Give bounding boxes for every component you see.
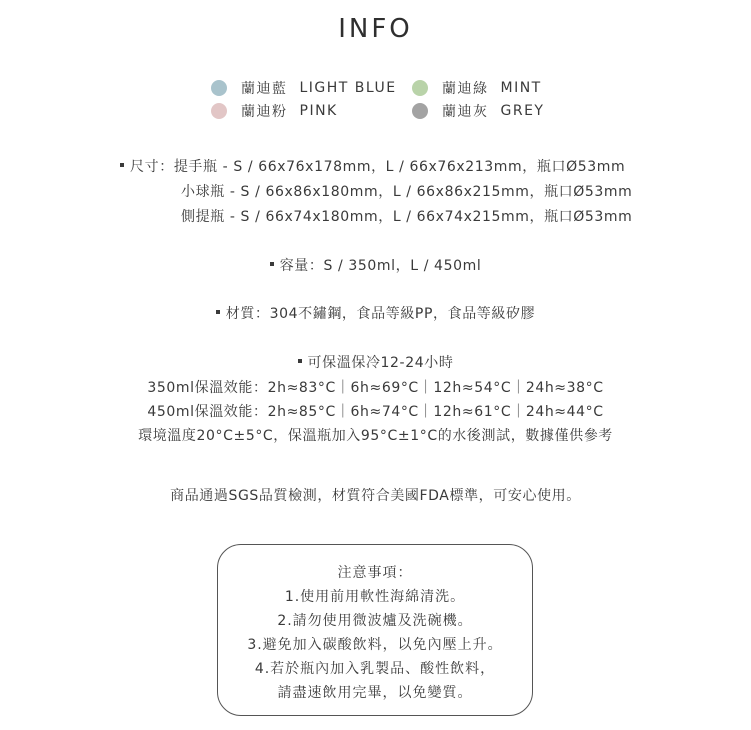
color-name-zh: 蘭迪灰 (442, 104, 489, 120)
color-option-grey (412, 101, 544, 121)
color-name-zh: 蘭迪藍 (241, 81, 288, 97)
color-option-pink (211, 101, 338, 121)
notice-item: 4.若於瓶內加入乳製品、酸性飲料， (254, 661, 496, 677)
color-options (0, 78, 751, 124)
color-name-zh: 蘭迪綠 (442, 81, 489, 97)
size-value: 提手瓶 - S / 66x76x178mm，L / 66x76x213mm，瓶口Ø53mm (173, 159, 626, 175)
notice-item: 1.使用前用軟性海綿清洗。 (284, 589, 466, 605)
notice-item: 請盡速飲用完畢，以免變質。 (277, 685, 473, 701)
color-option-mint (412, 78, 542, 98)
size-row (181, 181, 632, 201)
page-title: INFO (338, 14, 413, 44)
color-name-en: LIGHT BLUE (299, 80, 397, 96)
bullet-icon (270, 262, 274, 266)
color-name-zh: 蘭迪粉 (241, 104, 288, 120)
size-value: 小球瓶 - S / 66x86x180mm，L / 66x86x215mm，瓶口Ø53mm (181, 184, 633, 200)
insulation-450-line: 450ml保溫效能：2h≈85°C｜6h≈74°C｜12h≈61°C｜24h≈44°C (147, 404, 604, 420)
swatch-mint-icon (412, 80, 428, 96)
capacity-line (0, 255, 751, 275)
material-text: 材質：304不鏽鋼，食品等級PP，食品等級矽膠 (225, 306, 536, 322)
notice-item: 2.請勿使用微波爐及洗碗機。 (277, 613, 473, 629)
insulation-headline-text: 可保溫保冷12-24小時 (307, 355, 454, 371)
notice-item: 3.避免加入碳酸飲料，以免內壓上升。 (247, 637, 503, 653)
bullet-icon (298, 359, 302, 363)
size-label: 尺寸： (130, 159, 174, 175)
swatch-pink-icon (211, 103, 227, 119)
color-name-en: PINK (299, 103, 338, 119)
size-row (120, 156, 625, 176)
bullet-icon (120, 163, 124, 167)
color-option-light-blue (211, 78, 397, 98)
color-name-en: MINT (500, 80, 542, 96)
swatch-light-blue-icon (211, 80, 227, 96)
size-value: 側提瓶 - S / 66x74x180mm，L / 66x74x215mm，瓶口Ø53mm (181, 209, 633, 225)
insulation-note-line: 環境溫度20°C±5°C，保溫瓶加入95°C±1°C的水後測試，數據僅供參考 (138, 428, 613, 444)
capacity-text: 容量：S / 350ml，L / 450ml (279, 258, 482, 274)
notice-title: 注意事項： (337, 565, 413, 581)
swatch-grey-icon (412, 103, 428, 119)
insulation-350-line: 350ml保溫效能：2h≈83°C｜6h≈69°C｜12h≈54°C｜24h≈38°C (147, 380, 604, 396)
certification-line: 商品通過SGS品質檢測，材質符合美國FDA標準，可安心使用。 (170, 488, 581, 504)
color-name-en: GREY (500, 103, 545, 119)
insulation-headline (0, 352, 751, 372)
material-line (0, 303, 751, 323)
bullet-icon (216, 310, 220, 314)
size-row (181, 206, 632, 226)
notice-box (217, 544, 533, 716)
